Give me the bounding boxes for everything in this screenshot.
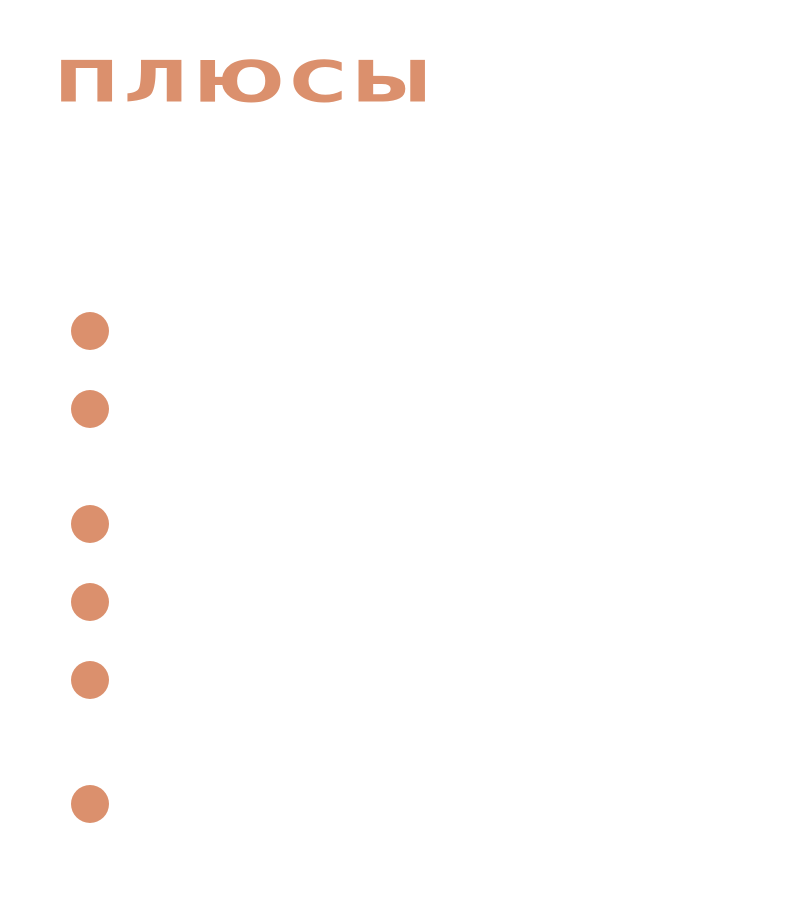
- bullet-icon: [71, 785, 109, 823]
- page-title: ПЛЮСЫ: [54, 49, 437, 116]
- bullet-icon: [71, 583, 109, 621]
- bullet-icon: [71, 505, 109, 543]
- bullet-icon: [71, 390, 109, 428]
- bullet-icon: [71, 312, 109, 350]
- bullet-icon: [71, 661, 109, 699]
